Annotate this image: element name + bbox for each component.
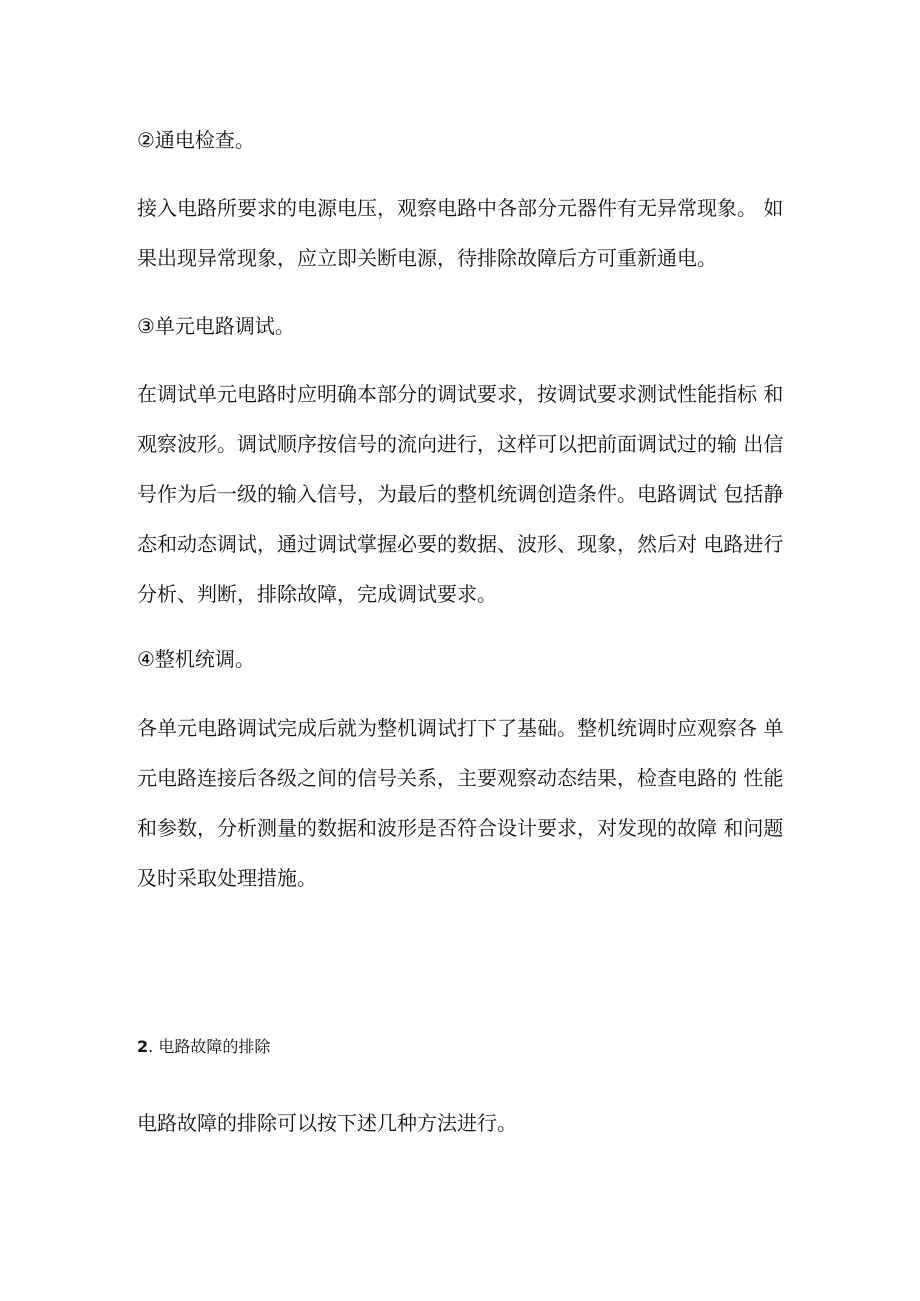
step-2-heading: ②通电检查。 — [137, 128, 255, 152]
text-line: 各单元电路调试完成后就为整机调试打下了基础。整机统调时应观察各 单 — [137, 716, 784, 740]
section-number: 2 — [137, 1037, 149, 1056]
step-4-heading: ④整机统调。 — [137, 647, 255, 671]
text-line: 果出现异常现象，应立即关断电源，待排除故障后方可重新通电。 — [137, 246, 717, 270]
text-line: 在调试单元电路时应明确本部分的调试要求，按调试要求测试性能指标 和 — [137, 382, 784, 406]
section-intro-paragraph: 电路故障的排除可以按下述几种方法进行。 — [137, 1111, 517, 1135]
section-title-text: . 电路故障的排除 — [148, 1037, 271, 1056]
text-line: 号作为后一级的输入信号，为最后的整机统调创造条件。电路调试 包括静 — [137, 482, 784, 506]
step-3-paragraph — [137, 369, 797, 619]
step-3-heading: ③单元电路调试。 — [137, 314, 295, 338]
step-2-paragraph — [137, 183, 797, 283]
section-title — [137, 1035, 797, 1059]
text-line: 元电路连接后各级之间的信号关系，主要观察动态结果，检查电路的 性能 — [137, 766, 784, 790]
text-line: 及时采取处理措施。 — [137, 866, 317, 890]
text-line: 分析、判断，排除故障，完成调试要求。 — [137, 582, 497, 606]
text-line: 观察波形。调试顺序按信号的流向进行，这样可以把前面调试过的输 出信 — [137, 432, 784, 456]
text-line: 接入电路所要求的电源电压，观察电路中各部分元器件有无异常现象。 如 — [137, 196, 784, 220]
text-line: 和参数，分析测量的数据和波形是否符合设计要求，对发现的故障 和问题 — [137, 816, 784, 840]
step-4-paragraph — [137, 703, 797, 903]
text-line: 态和动态调试，通过调试掌握必要的数据、波形、现象，然后对 电路进行 — [137, 532, 784, 556]
